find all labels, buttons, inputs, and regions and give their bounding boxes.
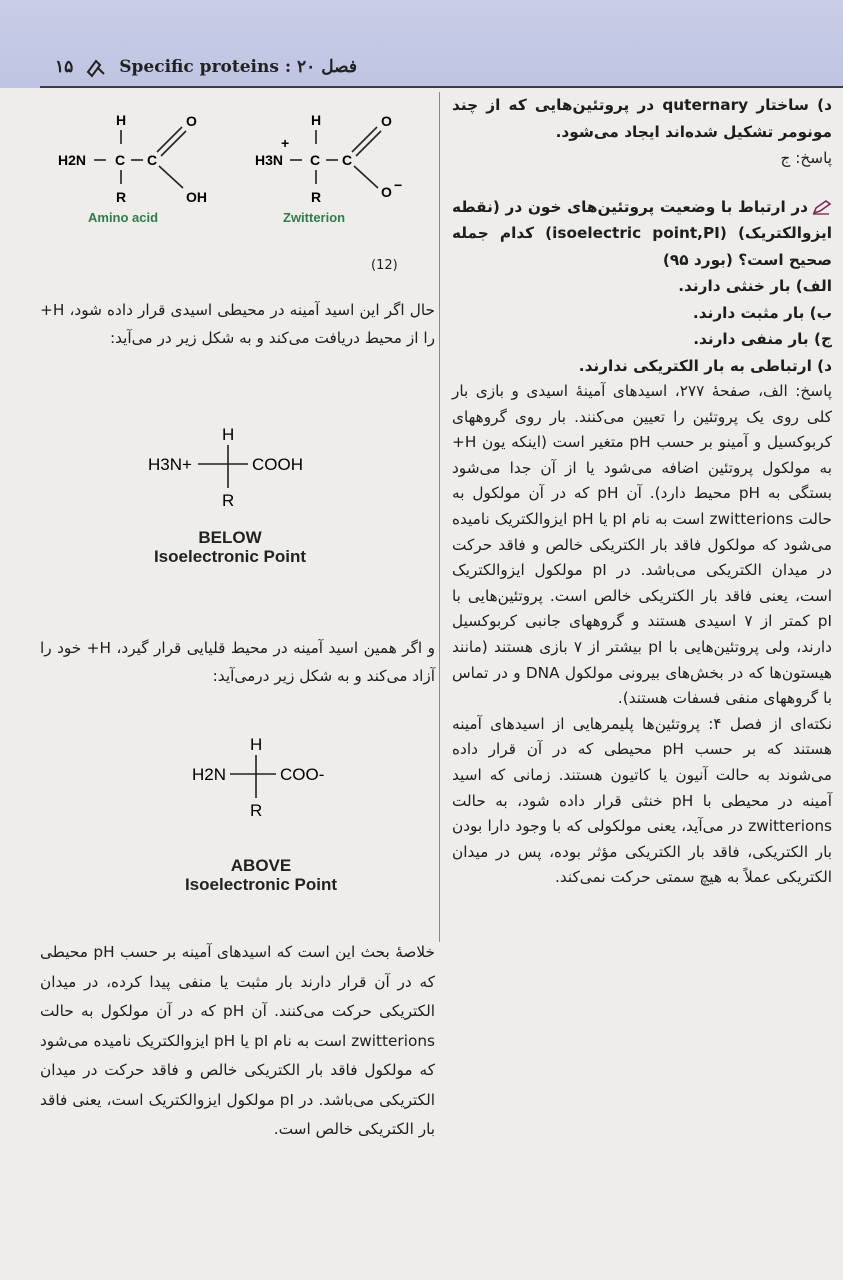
atom-label: R bbox=[311, 189, 322, 205]
question-body: در ارتباط با وضعیت پروتئین‌های خون در (نقطه ایزوالکتریک) (isoelectric point,PI) کدام جمله صحیح است؟ (بورد ۹۵) bbox=[452, 197, 832, 269]
question-text bbox=[452, 194, 832, 274]
atom-label: C bbox=[147, 152, 158, 168]
above-structure bbox=[192, 730, 372, 830]
atom-label: O bbox=[186, 113, 197, 129]
above-isoelectronic-label: ABOVE Isoelectronic Point bbox=[184, 856, 338, 894]
below-structure-diagram bbox=[148, 420, 328, 520]
atom-label: OH bbox=[186, 189, 207, 205]
atom-label: O bbox=[381, 113, 392, 129]
page-header bbox=[55, 52, 357, 82]
figure-number: (12) bbox=[371, 258, 398, 273]
chapter-title: Specific proteins : ۲۰ فصل bbox=[119, 57, 357, 77]
figure-amino-acid-zwitterion bbox=[50, 100, 435, 290]
atom-label: H bbox=[116, 112, 127, 128]
below-isoelectronic-label: BELOW Isoelectronic Point bbox=[153, 528, 307, 566]
page-number: ۱۵ bbox=[55, 57, 74, 77]
amino-acid-label: Amino acid bbox=[88, 210, 159, 225]
charge-label: − bbox=[394, 177, 403, 193]
atom-label: C bbox=[342, 152, 353, 168]
option-d: د) ارتباطی به بار الکتریکی ندارند. bbox=[578, 356, 832, 375]
acidic-paragraph: حال اگر این اسید آمینه در محیطی اسیدی قرار داده شود، H+ را از محیط دریافت می‌کند و به شکل زیر در می‌آید: bbox=[40, 301, 435, 347]
option-a: الف) بار خنثی دارند. bbox=[678, 277, 832, 295]
above-structure-diagram bbox=[192, 730, 372, 830]
answer-explanation: پاسخ: الف، صفحهٔ ۲۷۷، اسیدهای آمینهٔ اسیدی و بازی بار کلی روی یک پروتئین را تعیین می‌کنند. بار روی گروههای کربوکسیل و آمینو بر حسب pH متغیر است (اینکه یون H+ به مولکول پروتئین اضافه می‌شود یا از آن جدا می‌شود بستگی به pH محیط دارد). آن pH که در آن مولکول به حالت zwitterions است به نام pI یا pH ایزوالکتریک نامیده می‌شود که مولکول فاقد بار الکتریکی خالص و فاقد حرکت در میدان الکتریکی می‌باشد. در pI مولکول ایزوالکتریک است، یعنی فاقد بار الکتریکی خالص است. پروتئین‌هایی با pI کمتر از ۷ اسیدی هستند و گروههای جانبی کربوکسیل دارند، ولی پروتئین‌هایی با pI بیشتر از ۷ بازی هستند (مانند هیستون‌ها که در بخش‌های بیرونی مولکول DNA و در تماس با گروههای منفی فسفات هستند). bbox=[452, 382, 833, 708]
zwitterion-label: Zwitterion bbox=[283, 210, 346, 225]
atom-label: R bbox=[222, 491, 235, 510]
right-column bbox=[452, 92, 832, 891]
atom-label: COO- bbox=[280, 765, 325, 784]
answer-prev: پاسخ: ج bbox=[780, 149, 832, 167]
book-icon bbox=[85, 56, 107, 78]
atom-label: C bbox=[310, 152, 321, 168]
atom-label: COOH bbox=[252, 455, 303, 474]
alkaline-paragraph: و اگر همین اسید آمینه در محیط قلیایی قرار گیرد، H+ خود را آزاد می‌کند و به شکل زیر درمی‌آید: bbox=[40, 639, 435, 685]
atom-label: H bbox=[311, 112, 322, 128]
header-rule bbox=[40, 86, 843, 88]
atom-label: R bbox=[250, 801, 263, 820]
atom-label: C bbox=[115, 152, 126, 168]
atom-label: H2N bbox=[192, 765, 227, 784]
note-paragraph: نکته‌ای از فصل ۴: پروتئین‌ها پلیمرهایی از اسیدهای آمینه هستند که بر حسب pH محیطی که در آن قرار داده می‌شوند به حالت آنیون یا کاتیون هستند. زمانی که اسید آمینه در محیطی با pH خنثی قرار داده شود، به حالت zwitterions در می‌آید، یعنی مولکولی که با وجود دارا بودن بار الکتریکی، فاقد بار الکتریکی مؤثر بوده، پس در میدان الکتریکی عملاً به هیچ سمتی حرکت نمی‌کند. bbox=[452, 714, 832, 887]
atom-label: O bbox=[381, 184, 392, 200]
atom-label: H bbox=[222, 425, 235, 444]
atom-label: H bbox=[250, 735, 263, 754]
atom-label: R bbox=[116, 189, 127, 205]
option-c: ج) بار منفی دارند. bbox=[693, 330, 832, 348]
atom-label: H3N bbox=[255, 152, 284, 168]
question-prev-option-d: د) ساختار quternary در پروتئین‌هایی که از چند مونومر تشکیل شده‌اند ایجاد می‌شود. bbox=[452, 96, 832, 141]
atom-label: H2N bbox=[58, 152, 87, 168]
column-divider bbox=[439, 92, 440, 942]
atom-label: H3N+ bbox=[148, 455, 192, 474]
pencil-icon bbox=[812, 199, 832, 215]
summary-paragraph: خلاصهٔ بحث این است که اسیدهای آمینه بر حسب pH محیطی که در آن قرار دارند بار مثبت یا منفی پیدا کرده، در میدان الکتریکی حرکت می‌کنند. آن pH که در آن مولکول به حالت zwitterions است به نام pI یا pH ایزوالکتریک نامیده می‌شود که مولکول فاقد بار الکتریکی خالص و فاقد حرکت در میدان الکتریکی می‌باشد. در pI مولکول ایزوالکتریک است، یعنی فاقد بار الکتریکی خالص است. bbox=[40, 943, 435, 1138]
option-b: ب) بار مثبت دارند. bbox=[692, 303, 832, 322]
charge-label: + bbox=[281, 135, 290, 151]
below-structure bbox=[148, 420, 328, 520]
